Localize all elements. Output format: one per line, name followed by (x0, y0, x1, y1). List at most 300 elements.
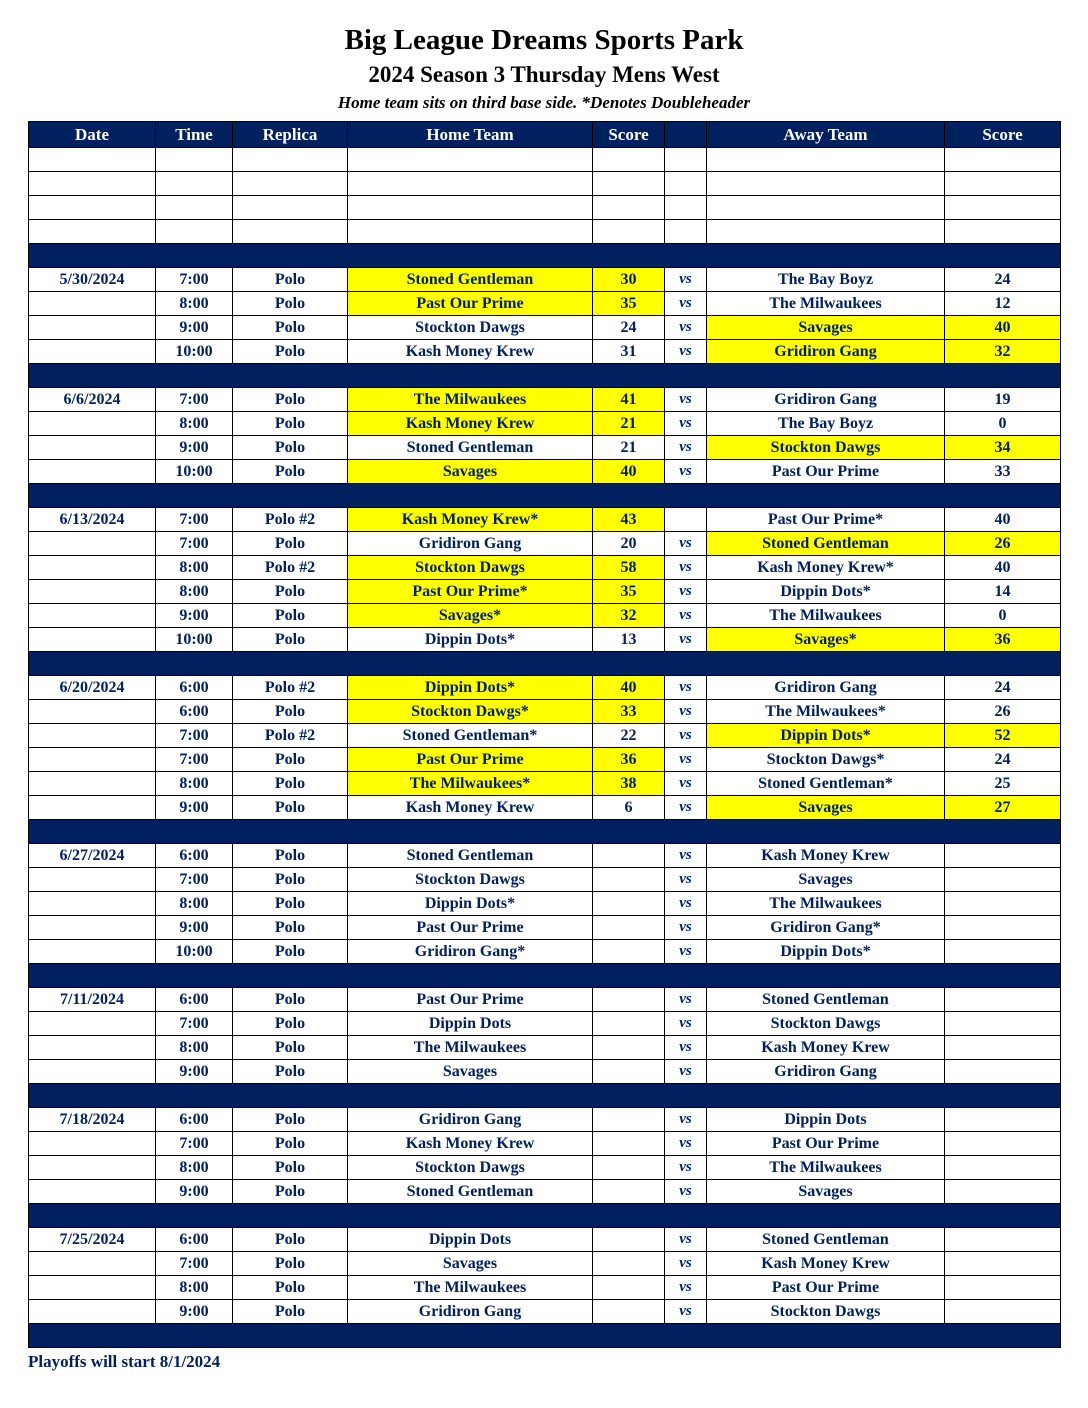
away-team: Savages (707, 868, 945, 892)
game-replica: Polo #2 (233, 556, 348, 580)
empty-cell (156, 172, 233, 196)
separator-cell (29, 1084, 1061, 1108)
game-replica: Polo (233, 268, 348, 292)
game-replica: Polo (233, 1156, 348, 1180)
home-score: 33 (593, 700, 665, 724)
empty-cell (348, 220, 593, 244)
game-date (29, 940, 156, 964)
away-team: Stoned Gentleman (707, 1228, 945, 1252)
home-team: Dippin Dots* (348, 628, 593, 652)
footer-note: Playoffs will start 8/1/2024 (28, 1352, 221, 1371)
game-replica: Polo #2 (233, 676, 348, 700)
home-score: 31 (593, 340, 665, 364)
away-team: The Milwaukees (707, 292, 945, 316)
game-row (29, 892, 1061, 916)
away-score (945, 1060, 1061, 1084)
away-score (945, 1156, 1061, 1180)
game-time: 7:00 (156, 532, 233, 556)
game-date (29, 916, 156, 940)
vs-label: vs (665, 1156, 707, 1180)
game-row (29, 1228, 1061, 1252)
game-date (29, 1300, 156, 1324)
game-date (29, 1012, 156, 1036)
game-time: 9:00 (156, 604, 233, 628)
empty-cell (945, 172, 1061, 196)
column-header-date: Date (29, 122, 156, 148)
game-time: 10:00 (156, 628, 233, 652)
home-team: Gridiron Gang (348, 532, 593, 556)
home-team: Savages (348, 1252, 593, 1276)
home-team: Stockton Dawgs (348, 556, 593, 580)
home-score (593, 892, 665, 916)
game-replica: Polo (233, 436, 348, 460)
game-row (29, 1276, 1061, 1300)
game-time: 8:00 (156, 772, 233, 796)
away-score: 40 (945, 508, 1061, 532)
home-team: The Milwaukees (348, 1276, 593, 1300)
home-team: Stockton Dawgs (348, 1156, 593, 1180)
game-row (29, 532, 1061, 556)
away-team: Stockton Dawgs (707, 1012, 945, 1036)
game-row (29, 700, 1061, 724)
game-date (29, 724, 156, 748)
empty-cell (156, 148, 233, 172)
home-score (593, 1300, 665, 1324)
away-team: Kash Money Krew* (707, 556, 945, 580)
empty-row (29, 148, 1061, 172)
game-time: 6:00 (156, 676, 233, 700)
empty-cell (707, 172, 945, 196)
game-row (29, 916, 1061, 940)
away-team: Stockton Dawgs (707, 436, 945, 460)
separator-cell (29, 1324, 1061, 1348)
game-row (29, 988, 1061, 1012)
game-time: 7:00 (156, 1252, 233, 1276)
home-score: 21 (593, 412, 665, 436)
column-header-away-team: Away Team (707, 122, 945, 148)
separator-cell (29, 820, 1061, 844)
column-header-score: Score (593, 122, 665, 148)
table-body (29, 148, 1061, 1348)
away-team: Kash Money Krew (707, 844, 945, 868)
game-time: 7:00 (156, 868, 233, 892)
vs-label: vs (665, 676, 707, 700)
game-replica: Polo (233, 748, 348, 772)
home-team: Stockton Dawgs (348, 868, 593, 892)
empty-cell (233, 220, 348, 244)
page-subtitle: 2024 Season 3 Thursday Mens West (368, 62, 720, 87)
away-team: Gridiron Gang* (707, 916, 945, 940)
game-time: 6:00 (156, 844, 233, 868)
vs-label: vs (665, 796, 707, 820)
game-date (29, 796, 156, 820)
vs-label: vs (665, 604, 707, 628)
home-team: Past Our Prime (348, 292, 593, 316)
game-date (29, 1276, 156, 1300)
home-score: 41 (593, 388, 665, 412)
game-replica: Polo (233, 340, 348, 364)
vs-label: vs (665, 1252, 707, 1276)
away-score (945, 1036, 1061, 1060)
game-row (29, 748, 1061, 772)
game-time: 8:00 (156, 1156, 233, 1180)
vs-label: vs (665, 844, 707, 868)
away-team: Savages* (707, 628, 945, 652)
away-team: Stoned Gentleman* (707, 772, 945, 796)
game-row (29, 580, 1061, 604)
away-team: Past Our Prime* (707, 508, 945, 532)
vs-label: vs (665, 1300, 707, 1324)
empty-cell (945, 196, 1061, 220)
away-score: 24 (945, 748, 1061, 772)
away-team: The Bay Boyz (707, 412, 945, 436)
game-row (29, 460, 1061, 484)
away-score: 25 (945, 772, 1061, 796)
home-score: 35 (593, 580, 665, 604)
home-team: Dippin Dots (348, 1012, 593, 1036)
game-replica: Polo #2 (233, 508, 348, 532)
vs-label: vs (665, 436, 707, 460)
away-team: The Milwaukees (707, 1156, 945, 1180)
separator-cell (29, 484, 1061, 508)
empty-cell (945, 148, 1061, 172)
away-score: 32 (945, 340, 1061, 364)
away-score (945, 892, 1061, 916)
game-replica: Polo (233, 460, 348, 484)
away-score (945, 916, 1061, 940)
home-score: 32 (593, 604, 665, 628)
game-row (29, 868, 1061, 892)
empty-cell (29, 172, 156, 196)
game-row (29, 1012, 1061, 1036)
home-score (593, 868, 665, 892)
away-team: Gridiron Gang (707, 340, 945, 364)
game-date (29, 340, 156, 364)
game-row (29, 724, 1061, 748)
game-date (29, 412, 156, 436)
game-date: 6/27/2024 (29, 844, 156, 868)
game-replica: Polo (233, 1276, 348, 1300)
home-score (593, 1252, 665, 1276)
home-team: Stoned Gentleman (348, 268, 593, 292)
game-row (29, 1108, 1061, 1132)
away-score: 40 (945, 316, 1061, 340)
game-date (29, 1180, 156, 1204)
home-team: Savages (348, 460, 593, 484)
vs-label: vs (665, 628, 707, 652)
game-replica: Polo (233, 868, 348, 892)
home-team: Kash Money Krew (348, 1132, 593, 1156)
game-replica: Polo (233, 1060, 348, 1084)
game-row (29, 604, 1061, 628)
game-time: 9:00 (156, 436, 233, 460)
game-replica: Polo (233, 892, 348, 916)
game-time: 9:00 (156, 1180, 233, 1204)
game-date: 6/13/2024 (29, 508, 156, 532)
empty-cell (665, 220, 707, 244)
home-team: Past Our Prime (348, 988, 593, 1012)
game-time: 7:00 (156, 748, 233, 772)
vs-label: vs (665, 1012, 707, 1036)
away-score (945, 868, 1061, 892)
separator-row (29, 652, 1061, 676)
game-time: 7:00 (156, 268, 233, 292)
game-row (29, 412, 1061, 436)
separator-row (29, 364, 1061, 388)
empty-cell (707, 220, 945, 244)
game-time: 6:00 (156, 1228, 233, 1252)
away-team: Savages (707, 316, 945, 340)
empty-cell (348, 148, 593, 172)
away-team: Dippin Dots* (707, 940, 945, 964)
away-score (945, 940, 1061, 964)
home-score: 20 (593, 532, 665, 556)
home-score: 22 (593, 724, 665, 748)
away-score (945, 1252, 1061, 1276)
game-row (29, 340, 1061, 364)
away-score (945, 1300, 1061, 1324)
game-row (29, 1180, 1061, 1204)
away-score: 33 (945, 460, 1061, 484)
game-time: 7:00 (156, 1012, 233, 1036)
vs-label: vs (665, 268, 707, 292)
home-team: Stoned Gentleman (348, 844, 593, 868)
home-team: Past Our Prime* (348, 580, 593, 604)
vs-label: vs (665, 1108, 707, 1132)
home-team: Gridiron Gang* (348, 940, 593, 964)
game-replica: Polo (233, 1180, 348, 1204)
home-score (593, 1060, 665, 1084)
vs-label: vs (665, 556, 707, 580)
game-row (29, 1060, 1061, 1084)
game-date (29, 292, 156, 316)
home-score: 21 (593, 436, 665, 460)
home-team: Savages* (348, 604, 593, 628)
game-replica: Polo (233, 1036, 348, 1060)
game-time: 9:00 (156, 1060, 233, 1084)
empty-cell (233, 172, 348, 196)
empty-cell (29, 196, 156, 220)
game-time: 8:00 (156, 892, 233, 916)
game-row (29, 388, 1061, 412)
home-score: 43 (593, 508, 665, 532)
away-score: 26 (945, 532, 1061, 556)
home-score (593, 1276, 665, 1300)
home-score (593, 1180, 665, 1204)
away-team: Savages (707, 1180, 945, 1204)
home-score (593, 844, 665, 868)
game-row (29, 844, 1061, 868)
game-time: 9:00 (156, 1300, 233, 1324)
home-team: Kash Money Krew* (348, 508, 593, 532)
separator-row (29, 964, 1061, 988)
game-replica: Polo (233, 772, 348, 796)
game-time: 6:00 (156, 700, 233, 724)
game-replica: Polo (233, 988, 348, 1012)
home-score (593, 988, 665, 1012)
separator-row (29, 244, 1061, 268)
away-team: Past Our Prime (707, 1132, 945, 1156)
empty-cell (665, 172, 707, 196)
away-team: Past Our Prime (707, 460, 945, 484)
empty-cell (156, 220, 233, 244)
game-replica: Polo (233, 796, 348, 820)
home-team: Savages (348, 1060, 593, 1084)
away-score: 26 (945, 700, 1061, 724)
away-team: Stockton Dawgs (707, 1300, 945, 1324)
home-team: Stoned Gentleman (348, 1180, 593, 1204)
game-replica: Polo (233, 1228, 348, 1252)
away-score: 24 (945, 268, 1061, 292)
home-score: 6 (593, 796, 665, 820)
empty-row (29, 172, 1061, 196)
separator-row (29, 1204, 1061, 1228)
game-date: 7/25/2024 (29, 1228, 156, 1252)
game-date (29, 1060, 156, 1084)
away-team: The Bay Boyz (707, 268, 945, 292)
separator-cell (29, 652, 1061, 676)
away-score: 36 (945, 628, 1061, 652)
vs-label: vs (665, 1180, 707, 1204)
separator-row (29, 1084, 1061, 1108)
game-time: 7:00 (156, 1132, 233, 1156)
game-date (29, 772, 156, 796)
empty-cell (593, 172, 665, 196)
home-team: Dippin Dots (348, 1228, 593, 1252)
separator-cell (29, 1204, 1061, 1228)
column-header-time: Time (156, 122, 233, 148)
home-team: Dippin Dots* (348, 892, 593, 916)
home-team: Past Our Prime (348, 748, 593, 772)
game-row (29, 628, 1061, 652)
away-score: 14 (945, 580, 1061, 604)
vs-label: vs (665, 1060, 707, 1084)
home-score: 35 (593, 292, 665, 316)
game-time: 9:00 (156, 316, 233, 340)
empty-cell (233, 148, 348, 172)
vs-label: vs (665, 724, 707, 748)
game-row (29, 940, 1061, 964)
home-team: Stoned Gentleman* (348, 724, 593, 748)
game-date: 7/18/2024 (29, 1108, 156, 1132)
away-score (945, 1180, 1061, 1204)
away-score (945, 988, 1061, 1012)
game-row (29, 1132, 1061, 1156)
away-score: 24 (945, 676, 1061, 700)
game-row (29, 436, 1061, 460)
away-score: 34 (945, 436, 1061, 460)
game-time: 7:00 (156, 724, 233, 748)
away-team: Gridiron Gang (707, 676, 945, 700)
game-replica: Polo (233, 628, 348, 652)
game-row (29, 268, 1061, 292)
away-team: Dippin Dots (707, 1108, 945, 1132)
home-score (593, 940, 665, 964)
vs-label: vs (665, 748, 707, 772)
game-date: 5/30/2024 (29, 268, 156, 292)
vs-label: vs (665, 292, 707, 316)
home-team: Dippin Dots* (348, 676, 593, 700)
game-row (29, 1036, 1061, 1060)
empty-cell (348, 196, 593, 220)
empty-cell (593, 196, 665, 220)
home-score: 38 (593, 772, 665, 796)
game-row (29, 772, 1061, 796)
game-replica: Polo (233, 580, 348, 604)
vs-label: vs (665, 340, 707, 364)
game-replica: Polo (233, 844, 348, 868)
game-date (29, 580, 156, 604)
vs-label: vs (665, 1276, 707, 1300)
separator-row (29, 820, 1061, 844)
away-team: Savages (707, 796, 945, 820)
game-row (29, 676, 1061, 700)
home-score: 40 (593, 676, 665, 700)
game-replica: Polo (233, 700, 348, 724)
game-replica: Polo (233, 532, 348, 556)
away-score: 12 (945, 292, 1061, 316)
game-time: 8:00 (156, 580, 233, 604)
game-date (29, 316, 156, 340)
empty-row (29, 220, 1061, 244)
game-date (29, 532, 156, 556)
home-score (593, 1108, 665, 1132)
column-header-score: Score (945, 122, 1061, 148)
game-date (29, 628, 156, 652)
home-score: 30 (593, 268, 665, 292)
home-team: The Milwaukees (348, 388, 593, 412)
away-score: 0 (945, 604, 1061, 628)
game-row (29, 556, 1061, 580)
empty-cell (593, 220, 665, 244)
vs-label: vs (665, 1036, 707, 1060)
away-team: The Milwaukees (707, 604, 945, 628)
game-replica: Polo (233, 1012, 348, 1036)
vs-label: vs (665, 700, 707, 724)
empty-cell (348, 172, 593, 196)
away-team: Past Our Prime (707, 1276, 945, 1300)
away-score (945, 1228, 1061, 1252)
game-replica: Polo (233, 1132, 348, 1156)
separator-cell (29, 964, 1061, 988)
game-replica: Polo (233, 388, 348, 412)
away-team: Stockton Dawgs* (707, 748, 945, 772)
vs-label: vs (665, 940, 707, 964)
vs-label: vs (665, 868, 707, 892)
home-score (593, 1132, 665, 1156)
game-replica: Polo (233, 940, 348, 964)
away-score: 52 (945, 724, 1061, 748)
vs-label: vs (665, 532, 707, 556)
away-score: 27 (945, 796, 1061, 820)
vs-label: vs (665, 412, 707, 436)
game-time: 7:00 (156, 388, 233, 412)
home-score (593, 916, 665, 940)
empty-cell (233, 196, 348, 220)
away-score: 19 (945, 388, 1061, 412)
column-header-vs (665, 122, 707, 148)
away-team: Dippin Dots* (707, 580, 945, 604)
home-score: 36 (593, 748, 665, 772)
empty-cell (593, 148, 665, 172)
home-score (593, 1012, 665, 1036)
schedule-table (28, 121, 1061, 1348)
away-score (945, 1012, 1061, 1036)
away-team: The Milwaukees (707, 892, 945, 916)
game-time: 10:00 (156, 940, 233, 964)
game-time: 7:00 (156, 508, 233, 532)
table-header (29, 122, 1061, 148)
